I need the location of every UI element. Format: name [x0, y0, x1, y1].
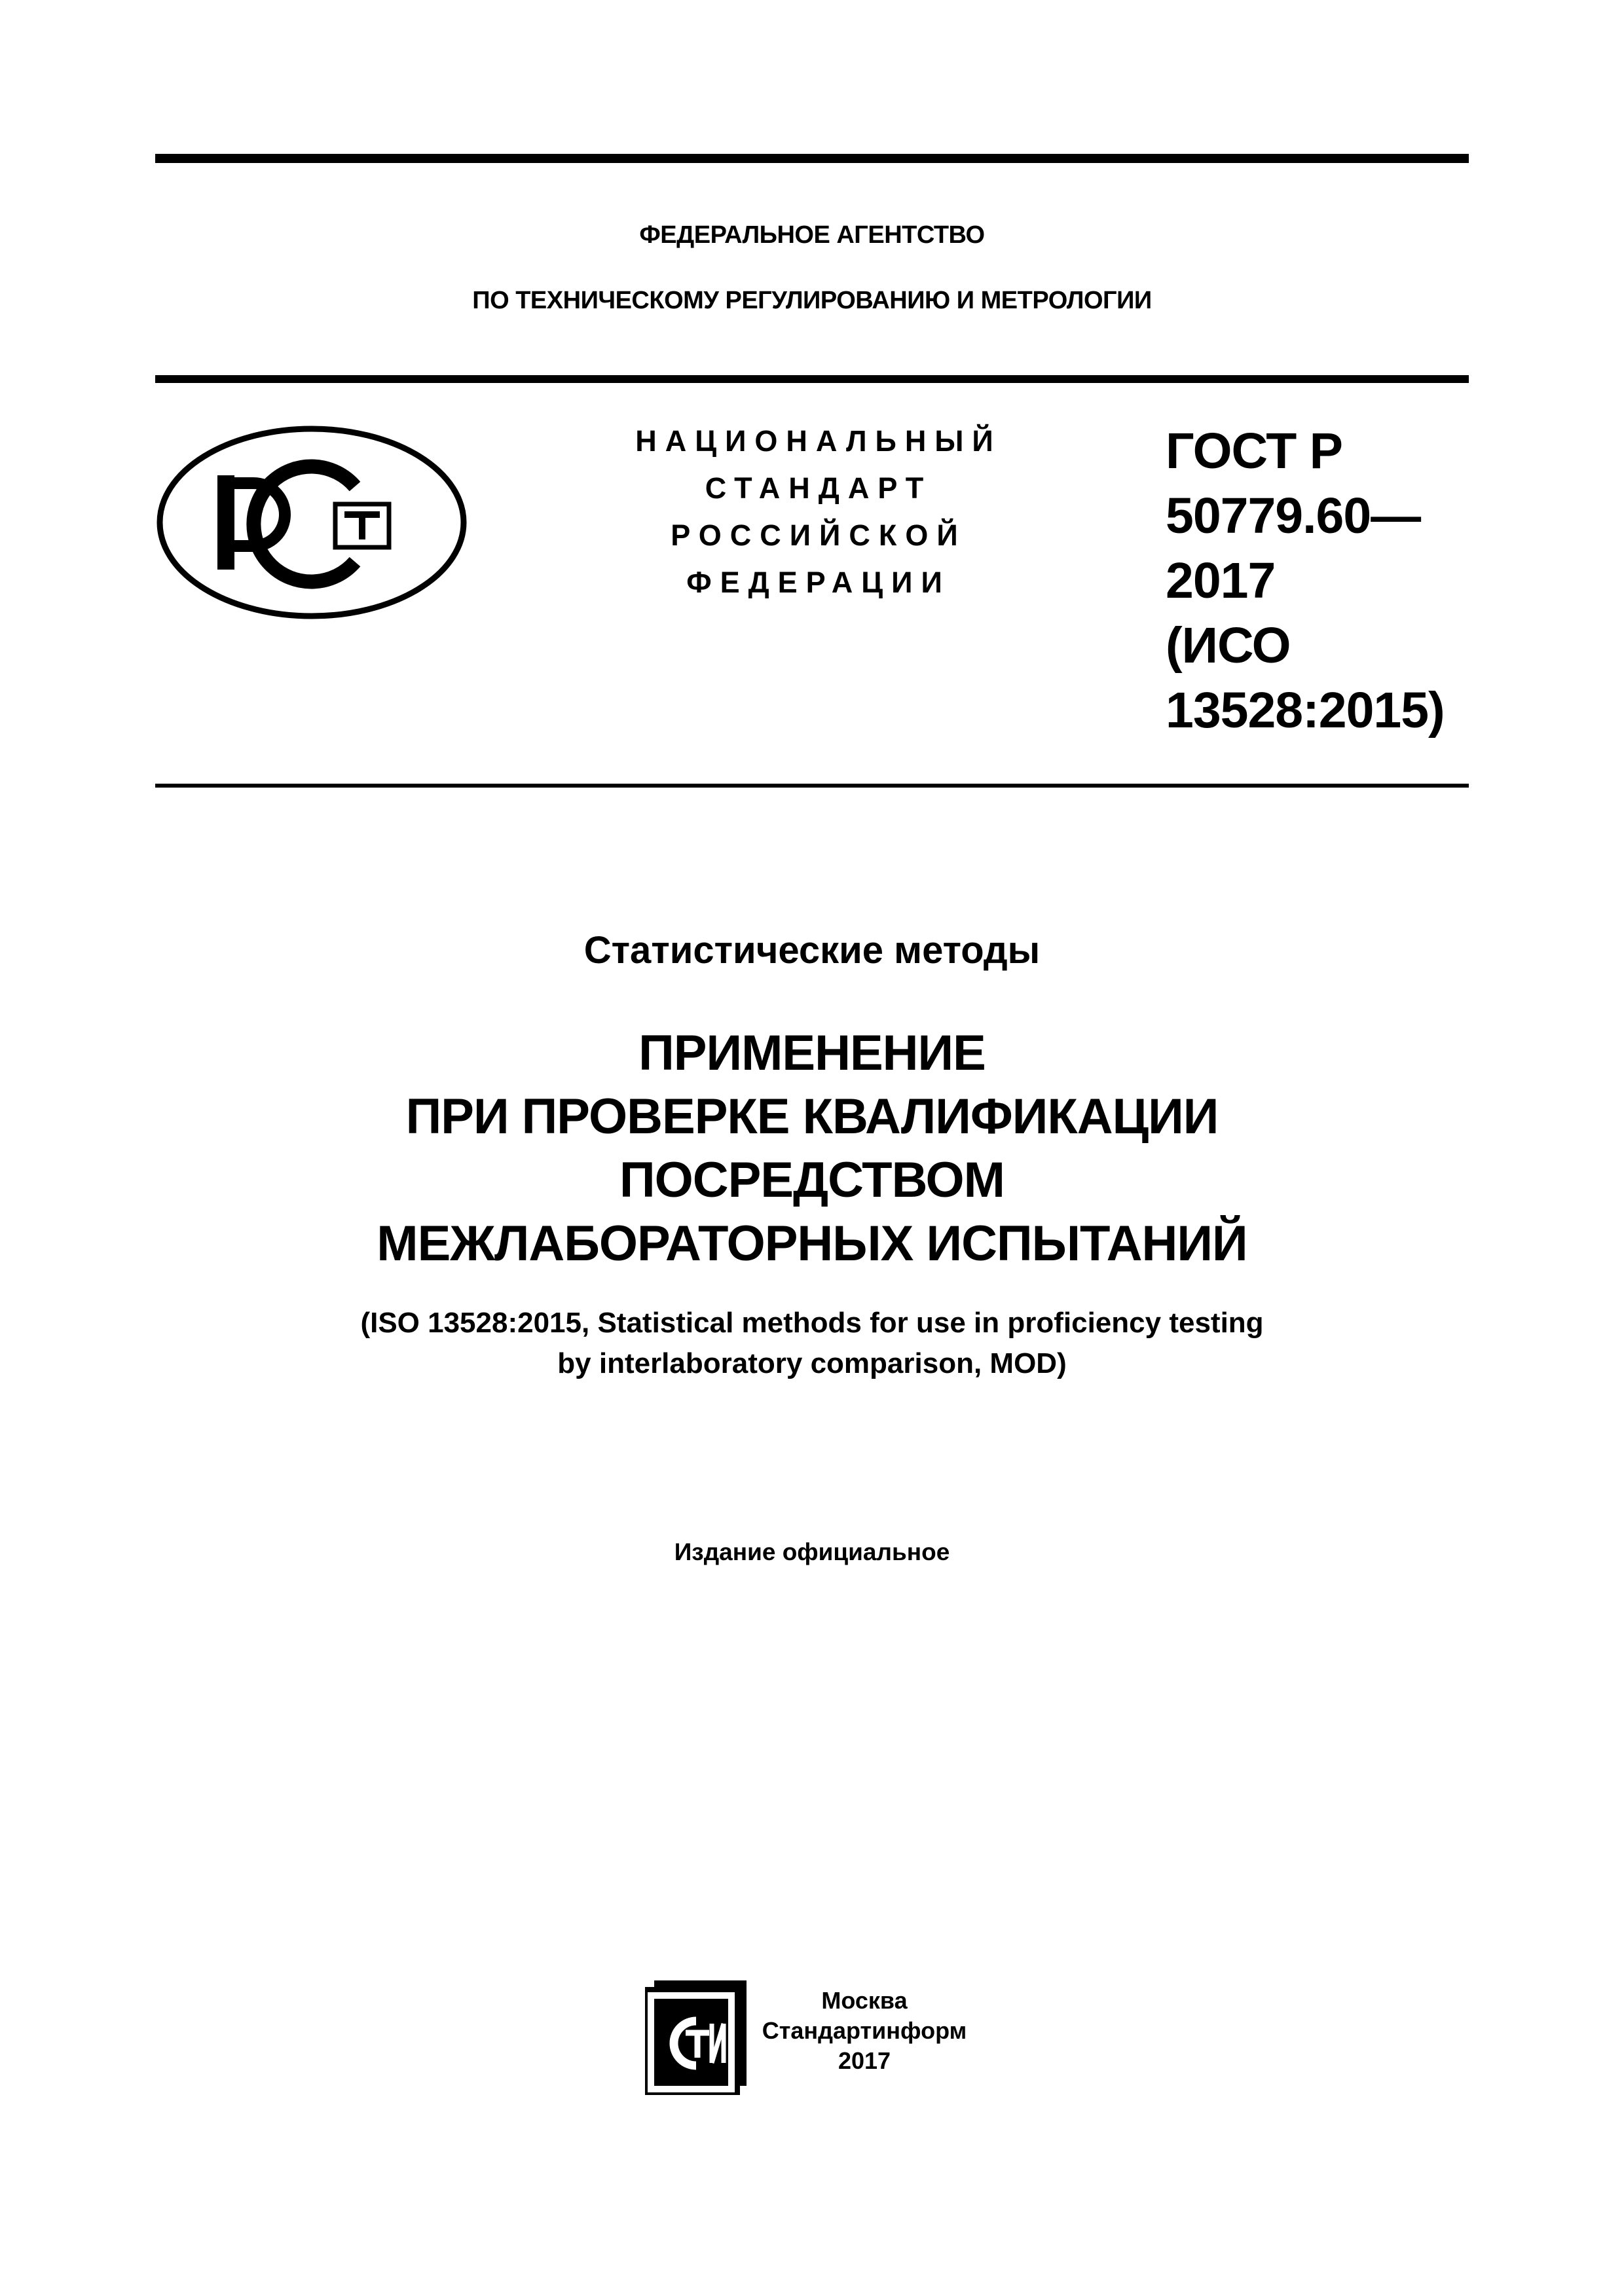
designation-line-5: 13528:2015) — [1166, 682, 1445, 738]
publisher-name: Стандартинформ — [762, 2017, 967, 2044]
header-rule — [155, 375, 1469, 383]
agency-name-line-1: ФЕДЕРАЛЬНОЕ АГЕНТСТВО — [639, 221, 985, 249]
edition-label: Издание официальное — [674, 1539, 950, 1565]
iso-reference — [155, 1303, 1469, 1384]
national-standard-line-4: ФЕДЕРАЦИИ — [686, 566, 951, 599]
gost-r-mark-icon — [155, 424, 468, 621]
publisher-year: 2017 — [838, 2047, 891, 2074]
national-standard-line-2: СТАНДАРТ — [705, 471, 932, 505]
designation-line-1: ГОСТ Р — [1166, 423, 1343, 479]
iso-reference-line-1: (ISO 13528:2015, Statistical methods for use in proficiency testing — [360, 1307, 1264, 1339]
designation-line-2: 50779.60— — [1166, 488, 1421, 544]
title-block-rule — [155, 784, 1469, 788]
title-line-2: ПРИ ПРОВЕРКЕ КВАЛИФИКАЦИИ — [405, 1089, 1219, 1144]
designation-line-3: 2017 — [1166, 553, 1276, 609]
document-subtitle: Статистические методы — [583, 929, 1041, 972]
standard-designation — [1166, 419, 1473, 743]
agency-name-line-2: ПО ТЕХНИЧЕСКОМУ РЕГУЛИРОВАНИЮ И МЕТРОЛОГИИ — [472, 287, 1152, 314]
document-title — [155, 1021, 1469, 1275]
standartinform-logo-icon — [645, 1980, 747, 2095]
national-standard-label — [583, 418, 1054, 606]
iso-reference-line-2: by interlaboratory comparison, MOD) — [557, 1347, 1067, 1379]
designation-line-4: (ИСО — [1166, 617, 1291, 674]
top-rule — [155, 154, 1469, 163]
national-standard-line-1: НАЦИОНАЛЬНЫЙ — [635, 424, 1002, 458]
title-line-4: МЕЖЛАБОРАТОРНЫХ ИСПЫТАНИЙ — [377, 1216, 1247, 1271]
title-line-1: ПРИМЕНЕНИЕ — [638, 1025, 986, 1081]
title-line-3: ПОСРЕДСТВОМ — [619, 1152, 1005, 1208]
national-standard-line-3: РОССИЙСКОЙ — [671, 519, 967, 552]
publisher-city: Москва — [821, 1987, 908, 2014]
publisher-info — [760, 1986, 969, 2076]
